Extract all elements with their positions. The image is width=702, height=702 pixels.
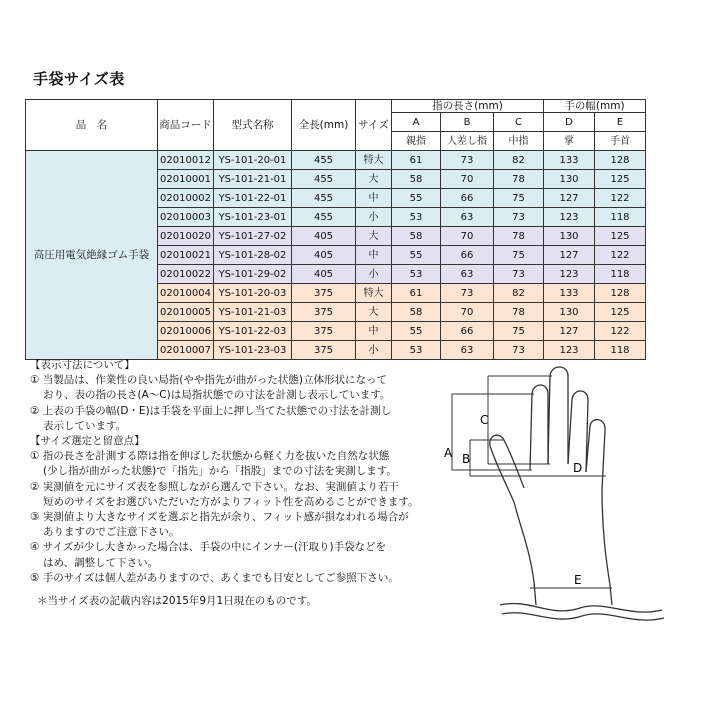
hand-measurement-diagram bbox=[430, 360, 670, 630]
note-line: 短めのサイズをお選びいただいた方がよりフィット性を高めることができます。 bbox=[43, 495, 419, 508]
cell-c: 75 bbox=[494, 246, 544, 265]
cell-size: 小 bbox=[356, 341, 392, 360]
cell-code: 02010004 bbox=[158, 284, 214, 303]
cell-c: 78 bbox=[494, 227, 544, 246]
cell-length: 455 bbox=[292, 208, 356, 227]
cell-model: YS-101-23-01 bbox=[214, 208, 292, 227]
note-line: ① 指の長さを計測する際は指を伸ばした状態から軽く力を抜いた自然な状態 bbox=[30, 450, 390, 463]
cell-e: 118 bbox=[595, 341, 646, 360]
cell-code: 02010022 bbox=[158, 265, 214, 284]
note-line: ④ サイズが少し大きかった場合は、手袋の中にインナー(汗取り)手袋などを bbox=[30, 541, 387, 554]
note-line: ② 実測値を元にサイズ表を参照しながら選んで下さい。なお、実測値より若干 bbox=[30, 480, 399, 493]
cell-d: 123 bbox=[544, 341, 595, 360]
cell-size: 小 bbox=[356, 265, 392, 284]
cell-b: 66 bbox=[441, 189, 494, 208]
cell-d: 133 bbox=[544, 151, 595, 170]
cell-a: 55 bbox=[392, 322, 441, 341]
label-d: D bbox=[573, 461, 583, 475]
cell-e: 125 bbox=[595, 303, 646, 322]
cell-code: 02010020 bbox=[158, 227, 214, 246]
header-product: 品 名 bbox=[26, 100, 158, 151]
header-code: 商品コード bbox=[158, 100, 214, 151]
cell-a: 53 bbox=[392, 208, 441, 227]
label-a: A bbox=[444, 446, 453, 460]
cell-b: 63 bbox=[441, 341, 494, 360]
note-line: おり、表の指の長さ(A～C)は局指状態での寸法を計測し表示しています。 bbox=[43, 389, 391, 402]
cell-b: 63 bbox=[441, 265, 494, 284]
cell-model: YS-101-23-03 bbox=[214, 341, 292, 360]
cell-d: 123 bbox=[544, 208, 595, 227]
label-e: E bbox=[574, 573, 582, 587]
cell-a: 58 bbox=[392, 303, 441, 322]
cell-code: 02010021 bbox=[158, 246, 214, 265]
cell-code: 02010005 bbox=[158, 303, 214, 322]
cell-b: 70 bbox=[441, 303, 494, 322]
cell-a: 58 bbox=[392, 227, 441, 246]
header-hand-width: 手の幅(mm) bbox=[544, 100, 646, 113]
cell-e: 122 bbox=[595, 189, 646, 208]
cell-length: 455 bbox=[292, 151, 356, 170]
cell-size: 大 bbox=[356, 170, 392, 189]
cell-size: 中 bbox=[356, 322, 392, 341]
cell-e: 128 bbox=[595, 151, 646, 170]
cell-model: YS-101-28-02 bbox=[214, 246, 292, 265]
header-letter-c: C bbox=[494, 113, 544, 132]
header-part-wrist: 手首 bbox=[595, 132, 646, 151]
note-line: 表示しています。 bbox=[43, 419, 127, 432]
note-line: ② 上表の手袋の幅(D・E)は手袋を平面上に押し当てた状態での寸法を計測し bbox=[30, 404, 392, 417]
cell-c: 73 bbox=[494, 265, 544, 284]
cell-size: 特大 bbox=[356, 151, 392, 170]
cell-d: 130 bbox=[544, 227, 595, 246]
notes-heading-selection: 【サイズ選定と留意点】 bbox=[30, 435, 145, 448]
cell-length: 375 bbox=[292, 322, 356, 341]
cell-length: 375 bbox=[292, 341, 356, 360]
header-finger-length: 指の長さ(mm) bbox=[392, 100, 544, 113]
cell-e: 118 bbox=[595, 208, 646, 227]
cell-d: 127 bbox=[544, 322, 595, 341]
cell-c: 78 bbox=[494, 170, 544, 189]
cell-size: 中 bbox=[356, 189, 392, 208]
header-letter-e: E bbox=[595, 113, 646, 132]
cell-size: 大 bbox=[356, 227, 392, 246]
cell-d: 123 bbox=[544, 265, 595, 284]
cell-code: 02010001 bbox=[158, 170, 214, 189]
note-line: ありますのでご注意下さい。 bbox=[43, 526, 180, 539]
cell-b: 66 bbox=[441, 322, 494, 341]
cell-code: 02010002 bbox=[158, 189, 214, 208]
cell-e: 125 bbox=[595, 227, 646, 246]
cell-b: 66 bbox=[441, 246, 494, 265]
cell-a: 58 bbox=[392, 170, 441, 189]
cell-size: 大 bbox=[356, 303, 392, 322]
cell-length: 405 bbox=[292, 265, 356, 284]
note-line: ③ 実測値より大きなサイズを選ぶと指先が余り、フィット感が損なわれる場合が bbox=[30, 511, 409, 524]
cell-e: 122 bbox=[595, 246, 646, 265]
cell-code: 02010006 bbox=[158, 322, 214, 341]
cell-size: 小 bbox=[356, 208, 392, 227]
product-name-cell: 高圧用電気絶縁ゴム手袋 bbox=[26, 151, 158, 360]
note-line: ⑤ 手のサイズは個人差がありますので、あくまでも目安としてご参照下さい。 bbox=[30, 571, 399, 584]
header-size: サイズ bbox=[356, 100, 392, 151]
header-part-palm: 掌 bbox=[544, 132, 595, 151]
note-line: (少し指が曲がった状態)で「指先」から「指股」までの寸法を実測します。 bbox=[43, 465, 397, 478]
cell-length: 455 bbox=[292, 170, 356, 189]
footnote: ＊当サイズ表の記載内容は2015年9月1日現在のものです。 bbox=[37, 595, 317, 607]
cell-a: 53 bbox=[392, 265, 441, 284]
cell-b: 73 bbox=[441, 151, 494, 170]
notes-section bbox=[30, 358, 419, 586]
cell-code: 02010003 bbox=[158, 208, 214, 227]
glove-size-table bbox=[25, 99, 646, 360]
cell-d: 133 bbox=[544, 284, 595, 303]
cell-c: 75 bbox=[494, 189, 544, 208]
cell-c: 78 bbox=[494, 303, 544, 322]
header-letter-b: B bbox=[441, 113, 494, 132]
cell-a: 61 bbox=[392, 151, 441, 170]
cell-d: 130 bbox=[544, 170, 595, 189]
header-part-index: 人差し指 bbox=[441, 132, 494, 151]
cell-size: 特大 bbox=[356, 284, 392, 303]
note-line: ① 当製品は、作業性の良い局指(やや指先が曲がった状態)立体形状になって bbox=[30, 374, 387, 387]
header-length: 全長(mm) bbox=[292, 100, 356, 151]
cell-d: 127 bbox=[544, 189, 595, 208]
cell-code: 02010012 bbox=[158, 151, 214, 170]
cell-e: 128 bbox=[595, 284, 646, 303]
cell-size: 中 bbox=[356, 246, 392, 265]
cell-e: 122 bbox=[595, 322, 646, 341]
cell-b: 63 bbox=[441, 208, 494, 227]
page-title: 手袋サイズ表 bbox=[33, 70, 125, 88]
cell-b: 73 bbox=[441, 284, 494, 303]
notes-heading-dimensions: 【表示寸法について】 bbox=[30, 359, 135, 371]
cell-model: YS-101-22-03 bbox=[214, 322, 292, 341]
cell-model: YS-101-20-01 bbox=[214, 151, 292, 170]
cell-length: 375 bbox=[292, 284, 356, 303]
cell-d: 130 bbox=[544, 303, 595, 322]
note-line: はめ、調整して下さい。 bbox=[43, 556, 159, 569]
cell-d: 127 bbox=[544, 246, 595, 265]
label-c: C bbox=[480, 413, 489, 427]
cell-b: 70 bbox=[441, 170, 494, 189]
header-part-thumb: 親指 bbox=[392, 132, 441, 151]
cell-length: 405 bbox=[292, 246, 356, 265]
cell-c: 73 bbox=[494, 208, 544, 227]
label-b: B bbox=[462, 452, 471, 466]
header-part-middle: 中指 bbox=[494, 132, 544, 151]
header-model: 型式名称 bbox=[214, 100, 292, 151]
cell-a: 55 bbox=[392, 246, 441, 265]
header-letter-d: D bbox=[544, 113, 595, 132]
cell-length: 455 bbox=[292, 189, 356, 208]
cell-length: 375 bbox=[292, 303, 356, 322]
cell-model: YS-101-21-03 bbox=[214, 303, 292, 322]
cell-model: YS-101-29-02 bbox=[214, 265, 292, 284]
cell-c: 82 bbox=[494, 151, 544, 170]
cell-e: 125 bbox=[595, 170, 646, 189]
cell-length: 405 bbox=[292, 227, 356, 246]
cell-c: 82 bbox=[494, 284, 544, 303]
header-letter-a: A bbox=[392, 113, 441, 132]
cell-e: 118 bbox=[595, 265, 646, 284]
cell-a: 61 bbox=[392, 284, 441, 303]
table-row bbox=[26, 151, 646, 170]
cell-model: YS-101-20-03 bbox=[214, 284, 292, 303]
cell-c: 75 bbox=[494, 322, 544, 341]
cell-model: YS-101-22-01 bbox=[214, 189, 292, 208]
cell-a: 53 bbox=[392, 341, 441, 360]
cell-b: 70 bbox=[441, 227, 494, 246]
cell-model: YS-101-21-01 bbox=[214, 170, 292, 189]
cell-c: 73 bbox=[494, 341, 544, 360]
cell-code: 02010007 bbox=[158, 341, 214, 360]
cell-a: 55 bbox=[392, 189, 441, 208]
cell-model: YS-101-27-02 bbox=[214, 227, 292, 246]
